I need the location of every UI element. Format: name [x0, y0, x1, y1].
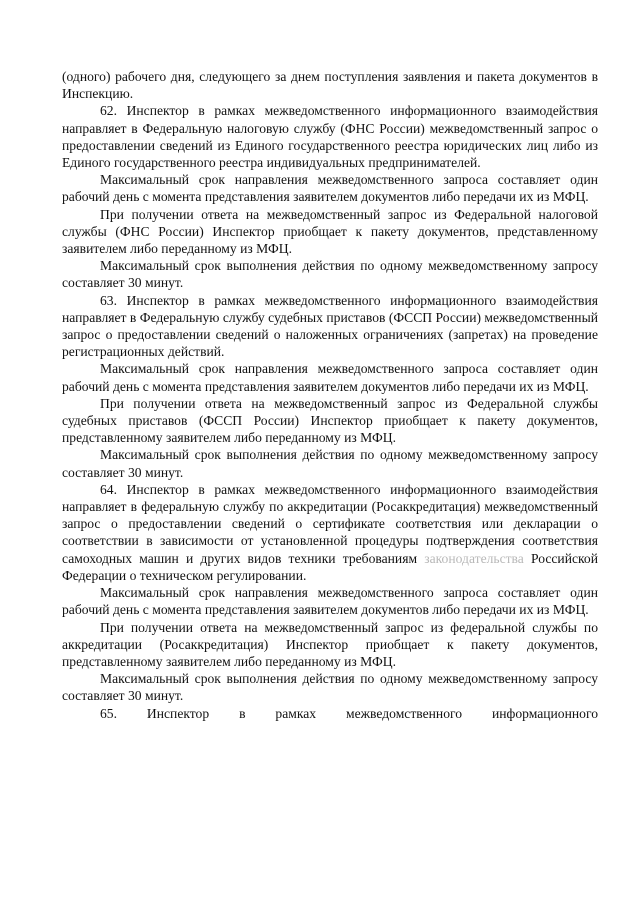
- paragraph-continuation: (одного) рабочего дня, следующего за днем поступления заявления и пакета документов в Инспекцию.: [62, 69, 598, 102]
- paragraph-item-65: 65. Инспектор в рамках межведомственного информационного: [100, 705, 598, 721]
- paragraph-64-faded-word: законодательства: [424, 550, 524, 566]
- paragraph-63-deadline: Максимальный срок направления межведомственного запроса составляет один рабочий день с момента представления заявителем документов либо передачи их из МФЦ.: [62, 361, 598, 394]
- paragraph-62-duration: Максимальный срок выполнения действия по одному межведомственному запросу составляет 30 минут.: [62, 258, 598, 291]
- paragraph-64-response: При получении ответа на межведомственный запрос из федеральной службы по аккредитации (Росаккредитация) Инспектор приобщает к пакету документов, представленному заявителем либо переданному из МФЦ.: [62, 619, 598, 669]
- paragraph-62-deadline: Максимальный срок направления межведомственного запроса составляет один рабочий день с момента представления заявителем документов либо передачи их из МФЦ.: [62, 172, 598, 205]
- paragraph-64-duration: Максимальный срок выполнения действия по одному межведомственному запросу составляет 30 минут.: [62, 671, 598, 704]
- paragraph-62-response: При получении ответа на межведомственный запрос из Федеральной налоговой службы (ФНС России) Инспектор приобщает к пакету документов, представленному заявителем либо переданному из МФЦ.: [62, 206, 598, 257]
- document-page: [62, 68, 598, 722]
- paragraph-item-62: 62. Инспектор в рамках межведомственного информационного взаимодействия направляет в Федеральную налоговую службу (ФНС России) межведомственный запрос о предоставлении сведений из Единого государственного реестра юридических лиц либо из Единого государственного реестра индивидуальных предпринимателей.: [62, 103, 598, 171]
- paragraph-64-text-end: Российской Федерации о техническом регулировании.: [62, 550, 598, 583]
- paragraph-64-deadline: Максимальный срок направления межведомственного запроса составляет один рабочий день с момента представления заявителем документов либо передачи их из МФЦ.: [62, 585, 598, 618]
- paragraph-63-response: При получении ответа на межведомственный запрос из Федеральной службы судебных приставов (ФССП России) Инспектор приобщает к пакету документов, представленному заявителем либо переданному из МФЦ.: [62, 395, 598, 446]
- paragraph-item-64: [62, 481, 598, 584]
- paragraph-63-duration: Максимальный срок выполнения действия по одному межведомственному запросу составляет 30 минут.: [62, 447, 598, 480]
- paragraph-item-63: 63. Инспектор в рамках межведомственного информационного взаимодействия направляет в Федеральную службу судебных приставов (ФССП России) межведомственный запрос о предоставлении сведений о наложенных ограничениях (запретах) на проведение регистрационных действий.: [62, 292, 598, 360]
- paragraph-64-text-start: 64. Инспектор в рамках межведомственного информационного взаимодействия направляет в федеральную службу по аккредитации (Росаккредитация) межведомственный запрос о предоставлении сведений о сертификате соответствия или декларации о соответствии в зависимости от установленной процедуры подтверждения соответствия самоходных машин и других видов техники требованиям: [62, 481, 598, 566]
